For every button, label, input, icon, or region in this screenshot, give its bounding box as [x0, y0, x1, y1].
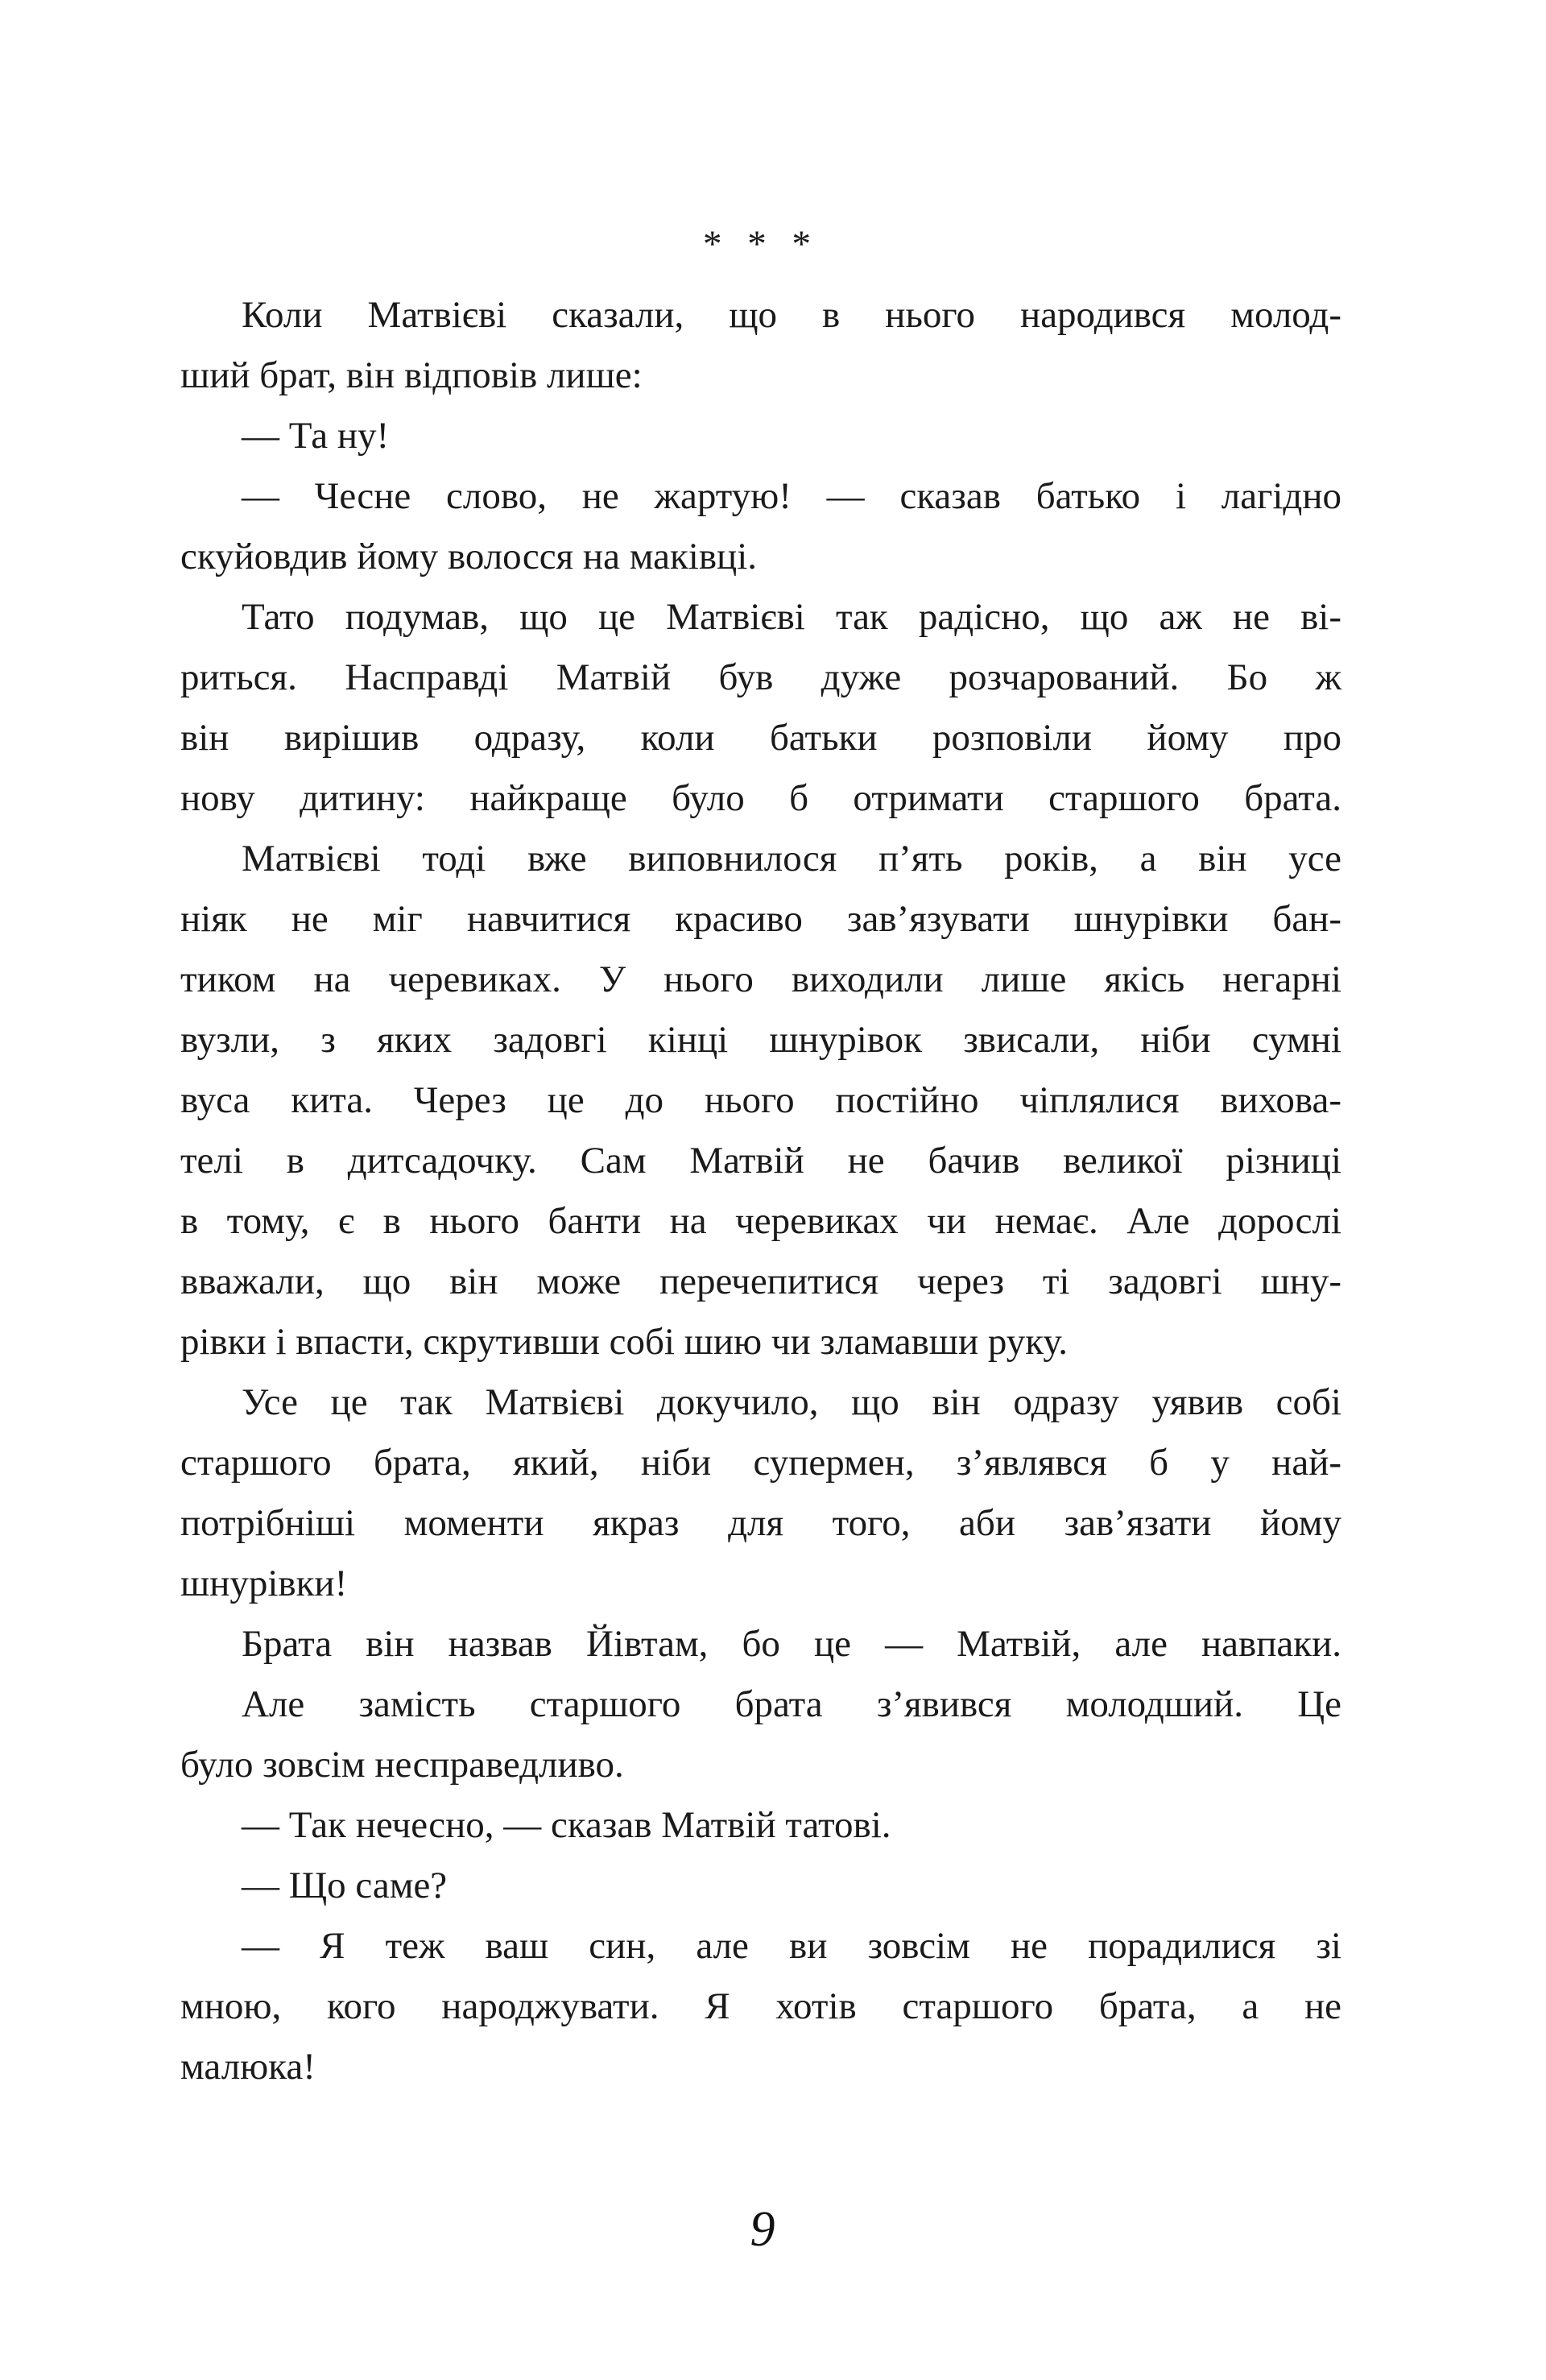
text-line: Брата він назвав Йівтам, бо це — Матвій, але навпаки.	[242, 1623, 1341, 1665]
text-line: телі в дитсадочку. Сам Матвій не бачив великої різниці	[180, 1140, 1341, 1182]
text-line: — Та ну!	[242, 415, 390, 457]
text-line: мною, кого народжувати. Я хотів старшого брата, а не	[180, 1985, 1341, 2027]
text-line: вузли, з яких задовгі кінці шнурівок звисали, ніби сумні	[180, 1019, 1341, 1061]
text-line: ніяк не міг навчитися красиво зав’язувати шнурівки бан-	[180, 898, 1341, 940]
text-line: Коли Матвієві сказали, що в нього народився молод-	[242, 294, 1341, 336]
text-line: рівки і впасти, скрутивши собі шию чи зламавши руку.	[180, 1321, 1068, 1363]
text-line: було зовсім несправедливо.	[180, 1744, 624, 1786]
text-line: нову дитину: найкраще було б отримати старшого брата.	[180, 777, 1341, 819]
text-line: риться. Насправді Матвій був дуже розчарований. Бо ж	[180, 656, 1341, 698]
text-line: вуса кита. Через це до нього постійно чіплялися вихова-	[180, 1079, 1341, 1121]
section-separator: * * *	[703, 223, 819, 265]
text-line: вважали, що він може перечепитися через ті задовгі шну-	[180, 1260, 1341, 1302]
text-line: тиком на черевиках. У нього виходили лише якісь негарні	[180, 958, 1341, 1000]
text-line: — Так нечесно, — сказав Матвій татові.	[242, 1804, 891, 1846]
text-line: Усе це так Матвієві докучило, що він одразу уявив собі	[242, 1381, 1341, 1423]
text-line: потрібніші моменти якраз для того, аби зав’язати йому	[180, 1502, 1341, 1544]
text-line: скуйовдив йому волосся на маківці.	[180, 536, 758, 577]
text-line: в тому, є в нього банти на черевиках чи немає. Але дорослі	[180, 1200, 1341, 1242]
text-line: старшого брата, який, ніби супермен, з’являвся б у най-	[180, 1442, 1341, 1484]
text-line: малюка!	[180, 2046, 316, 2088]
text-line: Але замість старшого брата з’явився молодший. Це	[242, 1683, 1341, 1725]
text-line: він вирішив одразу, коли батьки розповіли йому про	[180, 717, 1341, 759]
body-text	[180, 285, 1341, 2097]
text-line: — Чесне слово, не жартую! — сказав батько і лагідно	[242, 475, 1341, 517]
text-line: — Що саме?	[242, 1865, 448, 1906]
text-line: ший брат, він відповів лише:	[180, 354, 643, 396]
text-line: Тато подумав, що це Матвієві так радісно, що аж не ві-	[242, 596, 1341, 638]
page-number: 9	[750, 2202, 775, 2257]
text-line: — Я теж ваш син, але ви зовсім не порадилися зі	[242, 1925, 1341, 1967]
text-line: Матвієві тоді вже виповнилося п’ять років, а він усе	[242, 838, 1341, 880]
text-line: шнурівки!	[180, 1563, 348, 1604]
